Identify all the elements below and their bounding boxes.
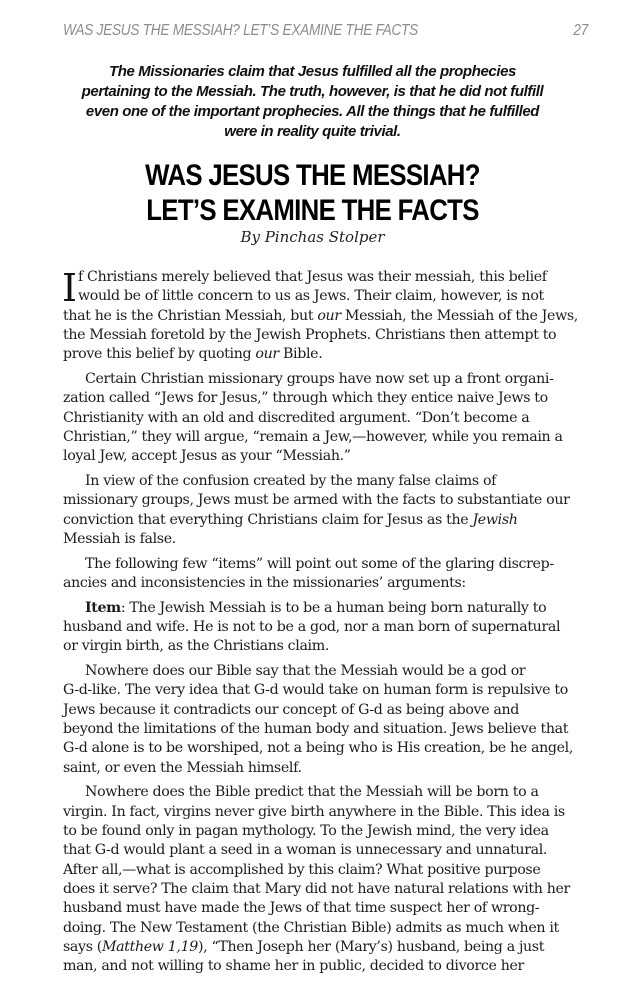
text-line: Certain Christian missionary groups have now set up a front organi- <box>85 370 554 387</box>
intro-summary <box>0 62 625 142</box>
text-line: G-d-like. The very idea that G-d would take on human form is repulsive to <box>63 682 568 699</box>
text-line: The following few “items” will point out some of the glaring discrep- <box>85 555 554 572</box>
text-line: Item: The Jewish Messiah is to be a human being born naturally to <box>85 599 547 616</box>
running-head-title: WAS JESUS THE MESSIAH? LET’S EXAMINE THE FACTS <box>63 22 418 39</box>
text-line: or virgin birth, as the Christians claim. <box>63 638 329 655</box>
text-line: G-d alone is to be worshiped, not a being who is His creation, be he angel, <box>63 740 574 757</box>
text-line: that he is the Christian Messiah, but our Messiah, the Messiah of the Jews, <box>63 307 578 324</box>
paragraph-2 <box>63 370 563 466</box>
text-line: doing. The New Testament (the Christian Bible) admits as much when it <box>63 919 559 936</box>
text-line: Jews because it contradicts our concept of G-d as being above and <box>63 701 520 718</box>
text-line: the Messiah foretold by the Jewish Prophets. Christians then attempt to <box>63 326 557 343</box>
text-line: Nowhere does our Bible say that the Messiah would be a god or <box>85 663 526 680</box>
page-number: 27 <box>573 22 589 39</box>
byline: By Pinchas Stolper <box>240 228 385 246</box>
text-line: husband must have made the Jews of that time suspect her of wrong- <box>63 900 540 917</box>
paragraph-7 <box>63 783 570 976</box>
intro-line: The Missionaries claim that Jesus fulfilled all the prophecies <box>109 63 516 80</box>
citation: Matthew 1,19 <box>101 938 198 955</box>
running-head <box>63 22 589 42</box>
paragraph-6 <box>63 662 574 778</box>
emphasis: our <box>255 346 279 363</box>
text-line: loyal Jew, accept Jesus as your “Messiah.” <box>63 448 351 465</box>
text-line: says (Matthew 1,19), “Then Joseph her (Mary’s) husband, being a just <box>63 938 545 955</box>
text-line: beyond the limitations of the human body and situation. Jews believe that <box>63 721 569 738</box>
text-line: prove this belief by quoting our Bible. <box>63 346 323 363</box>
text-line: missionary groups, Jews must be armed with the facts to substantiate our <box>63 492 570 509</box>
text-line: Christian,” they will argue, “remain a Jew,—however, while you remain a <box>63 428 563 445</box>
text-line: husband and wife. He is not to be a god, nor a man born of supernatural <box>63 619 561 636</box>
text-line: virgin. In fact, virgins never give birth anywhere in the Bible. This idea is <box>63 803 565 820</box>
intro-line: pertaining to the Messiah. The truth, however, is that he did not fulfill <box>81 83 544 100</box>
text-line: Messiah is false. <box>63 530 176 547</box>
text-line: saint, or even the Messiah himself. <box>63 759 302 776</box>
emphasis: Jewish <box>472 511 518 528</box>
paragraph-item <box>63 599 563 657</box>
text-line: that G-d would plant a seed in a woman is unnecessary and unnatural. <box>63 842 548 859</box>
article-headline <box>0 158 625 228</box>
text-line: Christianity with an old and discredited argument. “Don’t become a <box>63 409 530 426</box>
article-body <box>62 266 578 976</box>
intro-line: even one of the important prophecies. All the things that he fulfilled <box>85 103 540 120</box>
text-line: conviction that everything Christians claim for Jesus as the Jewish <box>63 511 518 528</box>
intro-line: were in reality quite trivial. <box>224 123 401 140</box>
paragraph-3 <box>63 472 570 549</box>
text-line: f Christians merely believed that Jesus was their messiah, this belief <box>78 269 547 285</box>
text-line: to be found only in pagan mythology. To the Jewish mind, the very idea <box>63 823 549 840</box>
emphasis: our <box>317 307 341 324</box>
text-line: zation called “Jews for Jesus,” through which they entice naive Jews to <box>63 390 548 407</box>
text-line: In view of the confusion created by the many false claims of <box>85 472 497 489</box>
paragraph-4 <box>63 555 563 594</box>
headline-line-2: LET’S EXAMINE THE FACTS <box>146 194 479 227</box>
text-line: does it serve? The claim that Mary did not have natural relations with her <box>63 880 570 897</box>
text-line: ancies and inconsistencies in the missionaries’ arguments: <box>63 574 466 591</box>
text-line: After all,—what is accomplished by this claim? What positive purpose <box>63 861 541 878</box>
text-line: Nowhere does the Bible predict that the Messiah will be born to a <box>85 784 539 801</box>
drop-cap: I <box>62 266 77 310</box>
headline-line-1: WAS JESUS THE MESSIAH? <box>145 159 480 192</box>
text-line: would be of little concern to us as Jews. Their claim, however, is not <box>78 288 544 305</box>
text-line: man, and not willing to shame her in public, decided to divorce her <box>63 958 524 975</box>
paragraph-1 <box>62 266 578 364</box>
item-label: Item <box>85 599 121 616</box>
